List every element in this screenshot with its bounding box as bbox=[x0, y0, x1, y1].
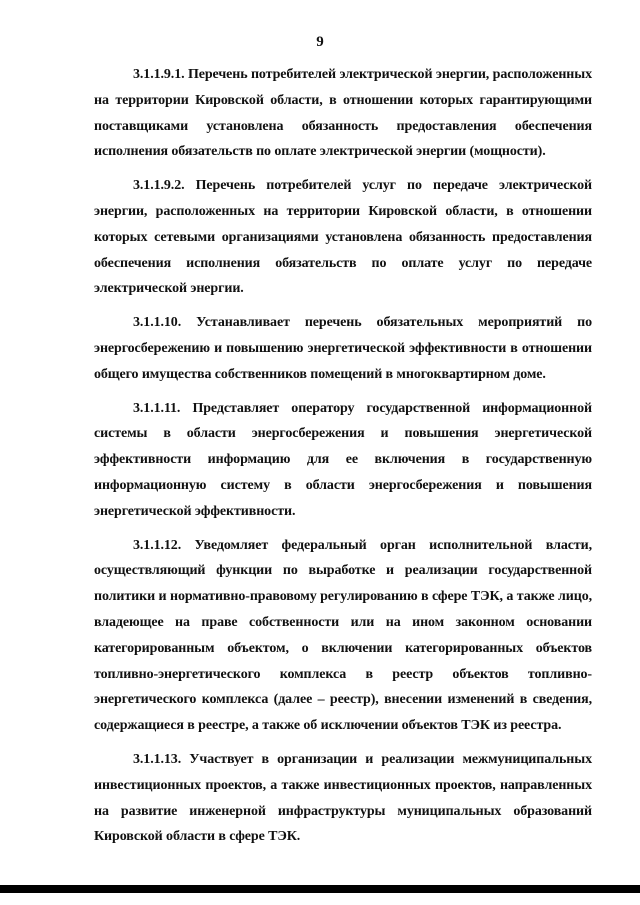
paragraph-3-1-1-13: 3.1.1.13. Участвует в организации и реализации межмуниципальных инвестиционных проектов, а также инвестиционных проектов, направленных на развитие инженерной инфраструктуры муниципальных образований Кировской области в сфере ТЭК. bbox=[94, 751, 592, 845]
paragraph-3-1-1-11: 3.1.1.11. Представляет оператору государственной информационной системы в области энергосбережения и повышения энергетической эффективности информацию для ее включения в государственную информационную систему в области энергосбережения и повышения энергетической эффективности. bbox=[94, 400, 592, 519]
paragraph-3-1-1-9-2: 3.1.1.9.2. Перечень потребителей услуг по передаче электрической энергии, расположенных на территории Кировской области, в отношении которых сетевыми организациями установлена обязанность предоставления обеспечения исполнения обязательств по оплате услуг по передаче электрической энергии. bbox=[94, 178, 592, 297]
paragraph-3-1-1-12: 3.1.1.12. Уведомляет федеральный орган исполнительной власти, осуществляющий функции по выработке и реализации государственной политики и нормативно-правовому регулированию в сфере ТЭК, а также лицо, владеющее на праве собственности или на ином законном основании категорированным объектом, о включении категорированных объектов топливно-энергетического комплекса в реестр объектов топливно-энергетического комплекса (далее – реестр), внесении изменений в сведения, содержащиеся в реестре, а также об исключении объектов ТЭК из реестра. bbox=[94, 537, 592, 734]
paragraph-3-1-1-10: 3.1.1.10. Устанавливает перечень обязательных мероприятий по энергосбережению и повышению энергетической эффективности в отношении общего имущества собственников помещений в многоквартирном доме. bbox=[94, 315, 592, 382]
page-number: 9 bbox=[316, 34, 324, 50]
document-body bbox=[94, 62, 592, 858]
paragraph-3-1-1-9-1: 3.1.1.9.1. Перечень потребителей электрической энергии, расположенных на территории Кировской области, в отношении которых гарантирующими поставщиками установлена обязанность предоставления обеспечения исполнения обязательств по оплате электрической энергии (мощности). bbox=[94, 67, 592, 160]
scan-edge-bar bbox=[0, 885, 640, 893]
